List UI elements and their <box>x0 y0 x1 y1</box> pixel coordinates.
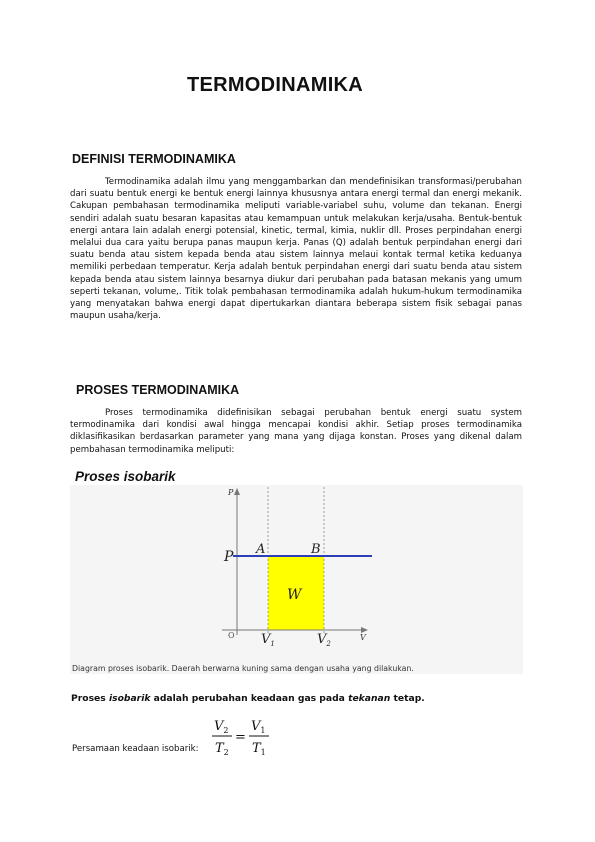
isobaric-definition <box>71 693 425 704</box>
eq-lhs-denominator: $T_2$ <box>215 741 229 757</box>
isobaric-equation <box>206 715 272 759</box>
statement-text-3: tetap. <box>390 693 425 704</box>
y-axis-arrow <box>234 488 240 495</box>
eq-lhs-numerator: $V_2$ <box>214 719 229 735</box>
document-title: TERMODINAMIKA <box>186 74 364 96</box>
work-label: W <box>287 587 302 603</box>
axis-label-p: P <box>228 488 234 497</box>
eq-equals: = <box>235 730 246 745</box>
v2-label: $V_2$ <box>317 632 331 648</box>
eq-rhs-numerator: $V_1$ <box>251 719 266 735</box>
section-heading-definisi: DEFINISI TERMODINAMIKA <box>72 152 236 166</box>
pressure-label: P <box>224 549 234 565</box>
subsection-heading-isobarik: Proses isobarik <box>75 469 176 484</box>
statement-text-2: adalah perubahan keadaan gas pada <box>150 693 349 704</box>
axis-label-v: V <box>360 633 366 642</box>
point-a-label: A <box>256 542 266 557</box>
point-b-label: B <box>311 542 321 557</box>
figure-caption: Diagram proses isobarik. Daerah berwarna kuning sama dengan usaha yang dilakukan. <box>72 664 414 673</box>
statement-text-1: Proses <box>71 693 109 704</box>
eq-rhs-denominator: $T_1$ <box>252 741 266 757</box>
isobaric-diagram-figure <box>70 485 523 674</box>
origin-label: O <box>228 631 235 640</box>
statement-term-tekanan: tekanan <box>348 693 391 704</box>
equation-label: Persamaan keadaan isobarik: <box>72 744 199 754</box>
paragraph-proses: Proses termodinamika didefinisikan sebagai perubahan bentuk energi suatu system termodinamika dari kondisi awal hingga mencapai kondisi akhir. Setiap proses termodinamika diklasifikasikan berdasarkan parameter yang mana yang dijaga konstan. Proses yang dikenal dalam pembahasan termodinamika meliputi: <box>70 408 522 455</box>
paragraph-definisi: Termodinamika adalah ilmu yang menggambarkan dan mendefinisikan transformasi/perubahan dari suatu bentuk energi ke bentuk energi lainnya khususnya antara energi termal dan energi mekanik. Cakupan pembahasan termodinamika meliputi variable-variabel suhu, volume dan tekanan. Energi sendiri adalah suatu besaran kapasitas atau kemampuan untuk melakukan kerja/usaha. Bentuk-bentuk energi antara lain adalah energi potensial, kinetic, termal, kimia, nuklir dll. Proses perpindahan energi melalui dua cara yaitu berupa panas maupun kerja. Panas (Q) adalah bentuk perpindahan energi dari suatu benda atau sistem kepada benda atau sistem lainnya melaui kontak termal ketika keduanya memiliki perbedaan temperatur. Kerja adalah bentuk perpindahan energi dari suatu benda atau sistem kepada benda atau sistem lainnya besarnya diukur dari perubahan pada batasan mekanis yang umum seperti tekanan, volume,. Titik tolak pembahasan termodinamika adalah hukum-hukum termodinamika yang menyatakan bahwa energi dapat dipertukarkan diantara beberapa sistem fisik sebagai panas maupun usaha/kerja. <box>70 177 522 322</box>
v1-label: $V_1$ <box>261 632 275 648</box>
statement-term-isobarik: isobarik <box>108 693 151 704</box>
isobaric-diagram <box>70 485 523 674</box>
section-heading-proses: PROSES TERMODINAMIKA <box>76 383 240 397</box>
